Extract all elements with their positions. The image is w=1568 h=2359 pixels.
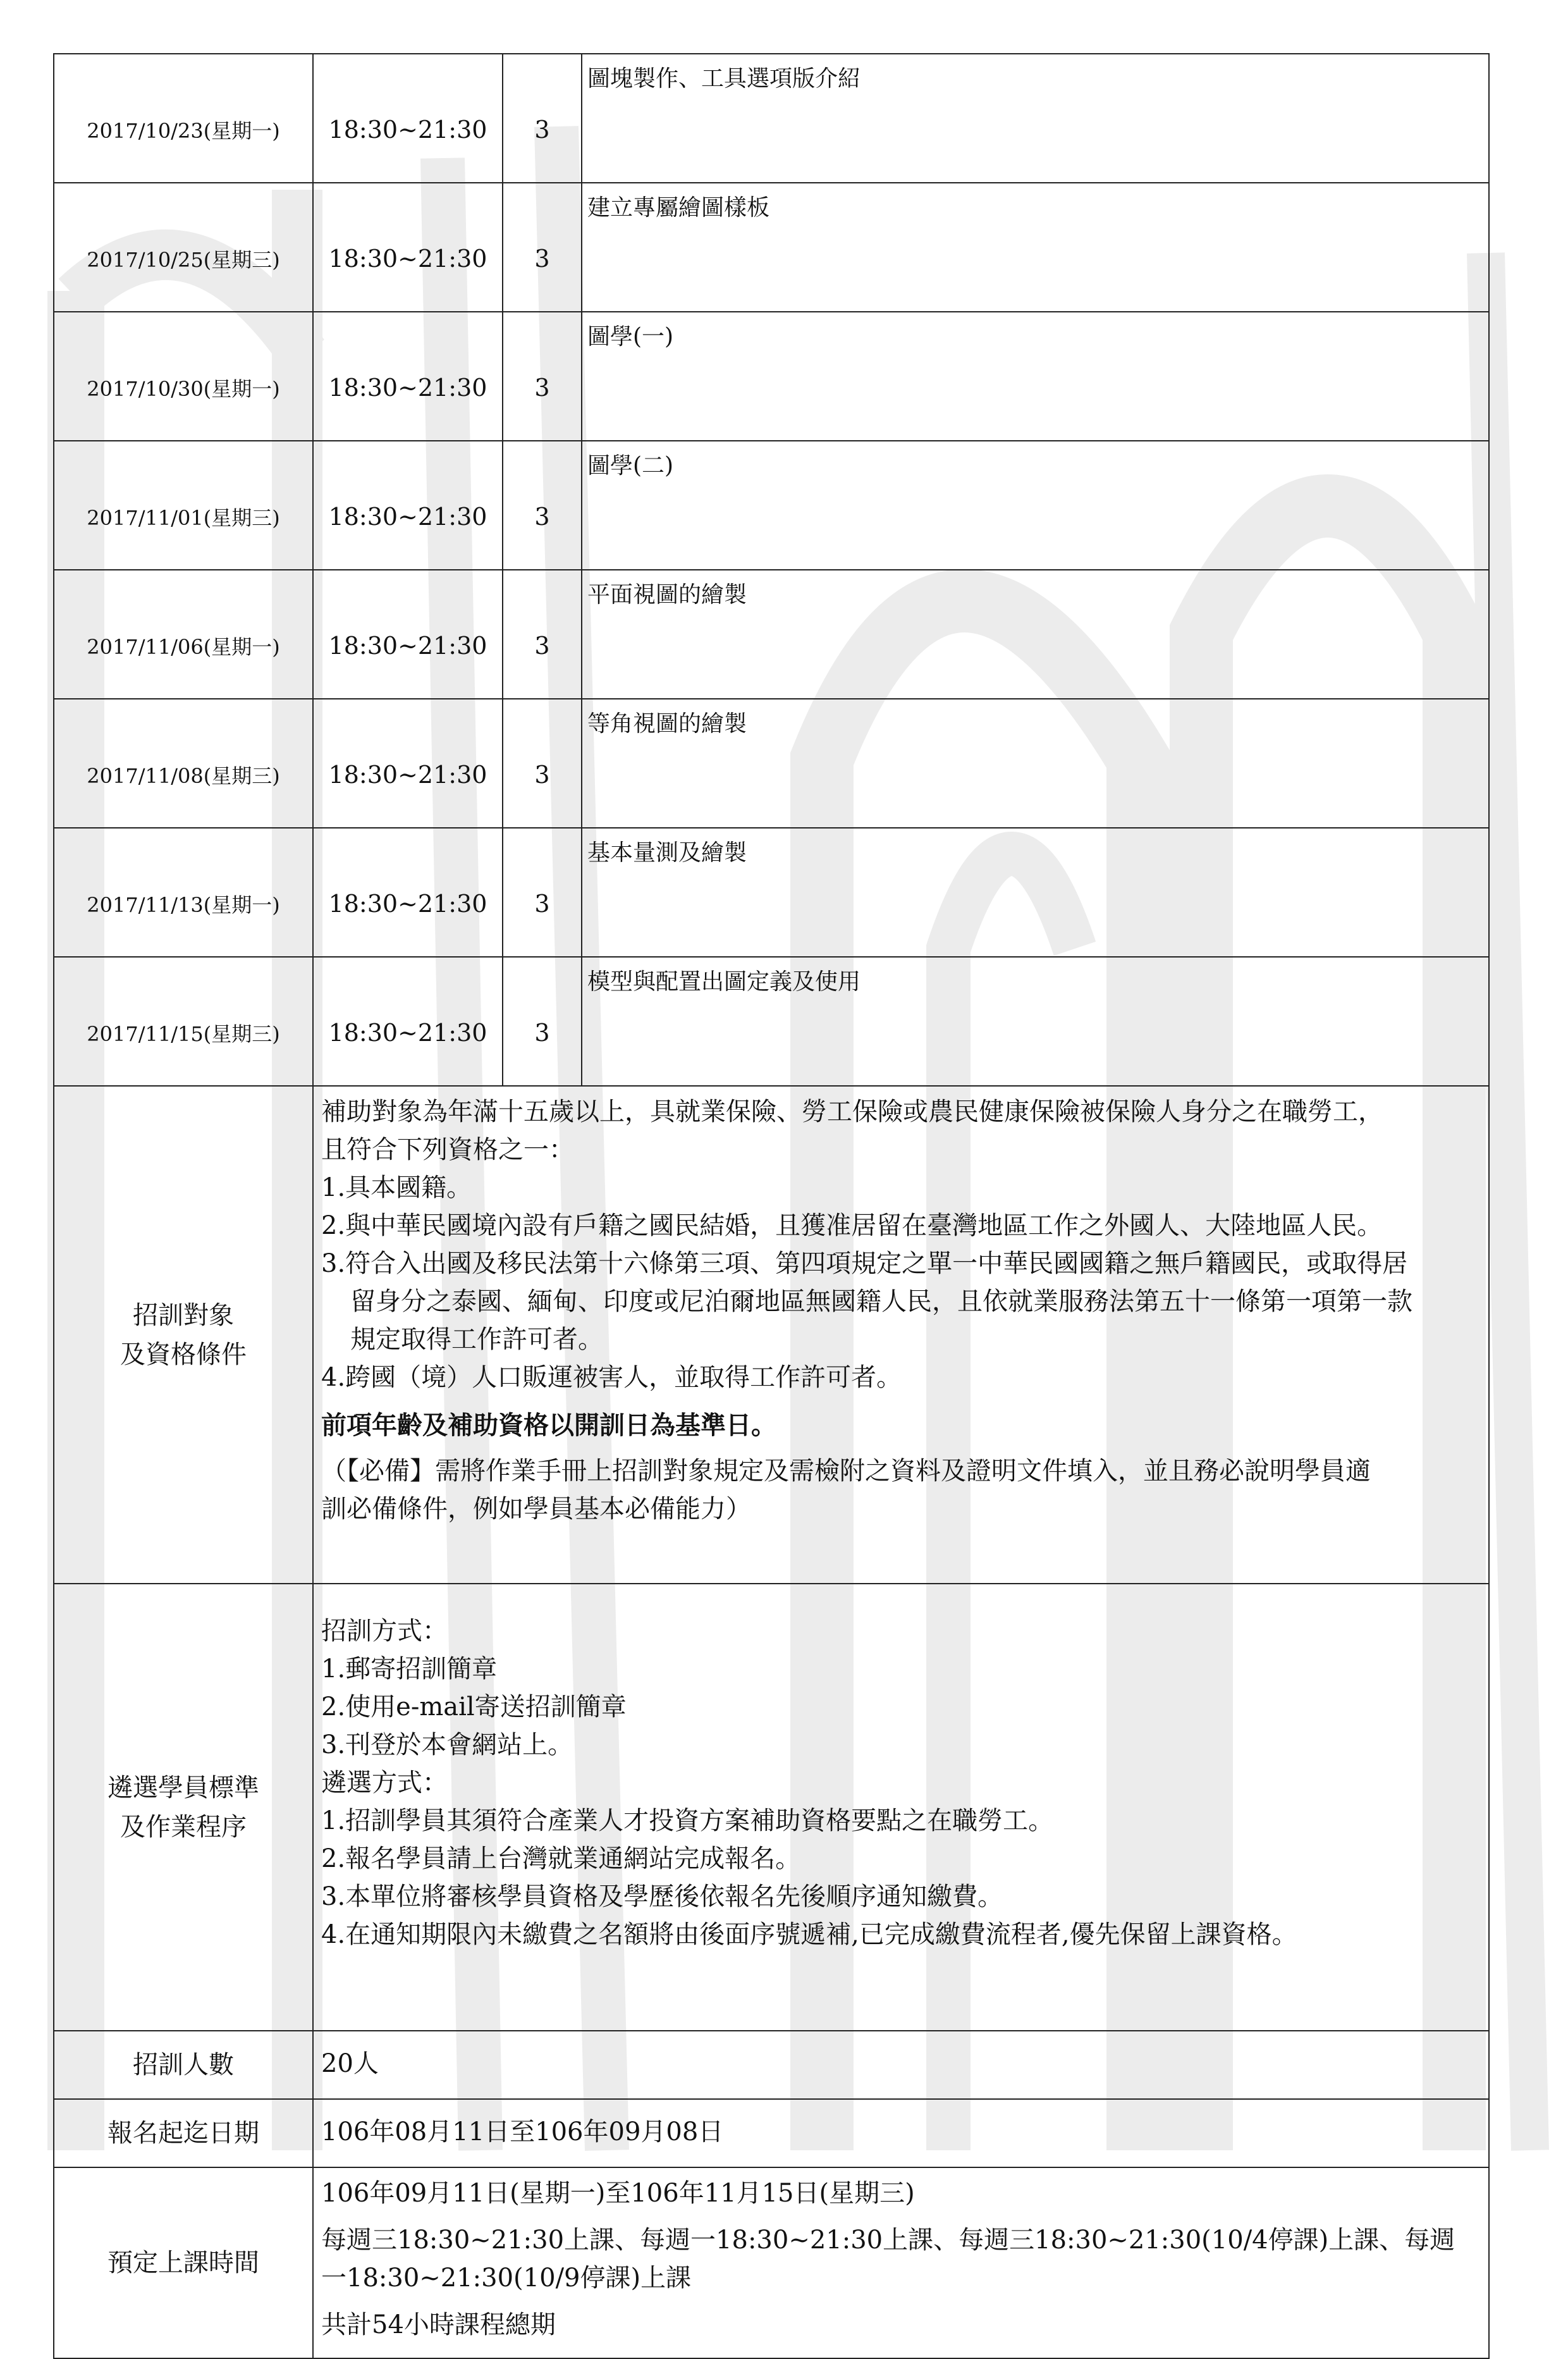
schedule-time: 18:30~21:30	[313, 312, 503, 441]
selection-content	[313, 1584, 1489, 2031]
schedule-date: 2017/10/25(星期三)	[54, 183, 313, 312]
recruit-title: 招訓方式：	[321, 1617, 448, 1646]
enrollment-row	[54, 2031, 1489, 2099]
eligibility-content	[313, 1086, 1489, 1584]
eligibility-row	[54, 1086, 1489, 1584]
schedule-hours: 3	[503, 183, 582, 312]
recruit-item: 1.郵寄招訓簡章	[321, 1654, 498, 1684]
class-time-row	[54, 2167, 1489, 2358]
enrollment-label: 招訓人數	[54, 2031, 313, 2099]
schedule-hours: 3	[503, 54, 582, 183]
schedule-time: 18:30~21:30	[313, 699, 503, 828]
schedule-row	[54, 312, 1489, 441]
schedule-topic: 平面視圖的繪製	[582, 570, 1489, 699]
schedule-row	[54, 54, 1489, 183]
selection-label-line2: 及作業程序	[120, 1812, 247, 1842]
select-item: 3.本單位將審核學員資格及學歷後依報名先後順序通知繳費。	[321, 1882, 1003, 1911]
schedule-topic: 模型與配置出圖定義及使用	[582, 957, 1489, 1086]
class-total: 共計54小時課程總期	[321, 2310, 556, 2339]
course-info-table	[53, 53, 1490, 2359]
schedule-row	[54, 183, 1489, 312]
schedule-date: 2017/11/15(星期三)	[54, 957, 313, 1086]
schedule-topic: 等角視圖的繪製	[582, 699, 1489, 828]
schedule-time: 18:30~21:30	[313, 957, 503, 1086]
schedule-hours: 3	[503, 570, 582, 699]
eligibility-item: 3.符合入出國及移民法第十六條第三項、第四項規定之單一中華民國國籍之無戶籍國民，或取得居留身分之泰國、緬甸、印度或尼泊爾地區無國籍人民，且依就業服務法第五十一條第一項第一款規定取得工作許可者。	[321, 1249, 1412, 1354]
schedule-row	[54, 828, 1489, 957]
schedule-row	[54, 441, 1489, 570]
schedule-time: 18:30~21:30	[313, 183, 503, 312]
selection-label	[54, 1584, 313, 2031]
schedule-time: 18:30~21:30	[313, 441, 503, 570]
schedule-date: 2017/11/06(星期一)	[54, 570, 313, 699]
selection-label-line1: 遴選學員標準	[107, 1773, 259, 1802]
eligibility-label	[54, 1086, 313, 1584]
schedule-topic: 建立專屬繪圖樣板	[582, 183, 1489, 312]
schedule-date: 2017/10/30(星期一)	[54, 312, 313, 441]
eligibility-item: 1.具本國籍。	[321, 1173, 472, 1202]
schedule-row	[54, 570, 1489, 699]
schedule-date: 2017/10/23(星期一)	[54, 54, 313, 183]
eligibility-item: 2.與中華民國境內設有戶籍之國民結婚，且獲准居留在臺灣地區工作之外國人、大陸地區人民。	[321, 1211, 1383, 1240]
schedule-hours: 3	[503, 312, 582, 441]
class-time-content	[313, 2167, 1489, 2358]
eligibility-intro: 補助對象為年滿十五歲以上，具就業保險、勞工保險或農民健康保險被保險人身分之在職勞工，且符合下列資格之一：	[321, 1097, 1383, 1164]
class-weekly: 每週三18:30~21:30上課、每週一18:30~21:30上課、每週三18:30~21:30(10/4停課)上課、每週一18:30~21:30(10/9停課)上課	[321, 2226, 1455, 2293]
eligibility-note: （【必備】需將作業手冊上招訓對象規定及需檢附之資料及證明文件填入，並且務必說明學員適訓必備條件，例如學員基本必備能力）	[321, 1457, 1371, 1524]
select-item: 4.在通知期限內未繳費之名額將由後面序號遞補,已完成繳費流程者,優先保留上課資格。	[321, 1920, 1297, 1949]
registration-label: 報名起迄日期	[54, 2099, 313, 2167]
selection-row	[54, 1584, 1489, 2031]
registration-row	[54, 2099, 1489, 2167]
eligibility-item: 4.跨國（境）人口販運被害人，並取得工作許可者。	[321, 1363, 902, 1392]
schedule-hours: 3	[503, 828, 582, 957]
schedule-hours: 3	[503, 957, 582, 1086]
eligibility-label-line1: 招訓對象	[133, 1300, 234, 1330]
schedule-topic: 圖塊製作、工具選項版介紹	[582, 54, 1489, 183]
registration-value: 106年08月11日至106年09月08日	[313, 2099, 1489, 2167]
schedule-date: 2017/11/01(星期三)	[54, 441, 313, 570]
enrollment-value: 20人	[313, 2031, 1489, 2099]
select-item: 2.報名學員請上台灣就業通網站完成報名。	[321, 1844, 801, 1873]
schedule-row	[54, 699, 1489, 828]
schedule-date: 2017/11/13(星期一)	[54, 828, 313, 957]
eligibility-bold-note: 前項年齡及補助資格以開訓日為基準日。	[321, 1410, 776, 1440]
schedule-row	[54, 957, 1489, 1086]
schedule-hours: 3	[503, 441, 582, 570]
schedule-topic: 圖學(一)	[582, 312, 1489, 441]
recruit-item: 2.使用e-mail寄送招訓簡章	[321, 1692, 627, 1722]
schedule-time: 18:30~21:30	[313, 54, 503, 183]
schedule-time: 18:30~21:30	[313, 828, 503, 957]
schedule-hours: 3	[503, 699, 582, 828]
select-title: 遴選方式：	[321, 1768, 448, 1797]
recruit-item: 3.刊登於本會網站上。	[321, 1730, 573, 1759]
eligibility-label-line2: 及資格條件	[120, 1340, 247, 1369]
class-time-label: 預定上課時間	[54, 2167, 313, 2358]
schedule-date: 2017/11/08(星期三)	[54, 699, 313, 828]
select-item: 1.招訓學員其須符合產業人才投資方案補助資格要點之在職勞工。	[321, 1806, 1054, 1835]
class-period: 106年09月11日(星期一)至106年11月15日(星期三)	[321, 2179, 915, 2208]
schedule-topic: 基本量測及繪製	[582, 828, 1489, 957]
schedule-time: 18:30~21:30	[313, 570, 503, 699]
schedule-topic: 圖學(二)	[582, 441, 1489, 570]
